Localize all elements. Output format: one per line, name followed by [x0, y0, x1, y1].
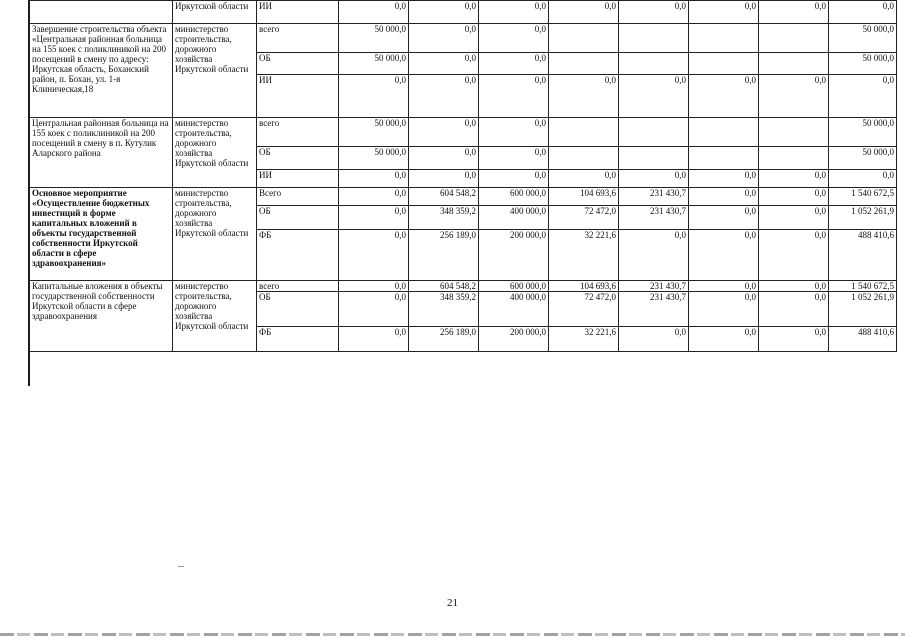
value-cell: 0,0: [689, 75, 759, 118]
value-cell: 231 430,7: [619, 188, 689, 206]
value-cell: 50 000,0: [829, 118, 897, 147]
activity-name-cell: Завершение строительства объекта «Центральная районная больница на 155 коек с поликлиникой на 200 посещений в смену по адресу: Иркутская область, Боханский район, п. Бохан, ул. 1-я Клиническая,18: [30, 24, 173, 118]
funding-source-cell: ОБ: [257, 206, 339, 230]
value-cell: 0,0: [759, 75, 829, 118]
value-cell: 0,0: [689, 170, 759, 188]
value-cell: 32 221,6: [549, 230, 619, 281]
value-cell: 400 000,0: [479, 292, 549, 327]
value-cell: 1 052 261,9: [829, 206, 897, 230]
value-cell: 0,0: [549, 1, 619, 24]
value-cell: 488 410,6: [829, 230, 897, 281]
value-cell: 600 000,0: [479, 281, 549, 292]
scan-speck: [178, 566, 184, 567]
funding-source-cell: Всего: [257, 188, 339, 206]
value-cell: 0,0: [339, 281, 409, 292]
value-cell: 0,0: [479, 75, 549, 118]
value-cell: 0,0: [479, 118, 549, 147]
value-cell: 200 000,0: [479, 230, 549, 281]
value-cell: 0,0: [409, 170, 479, 188]
value-cell: 0,0: [689, 281, 759, 292]
value-cell: 256 189,0: [409, 230, 479, 281]
value-cell: [759, 118, 829, 147]
value-cell: 0,0: [549, 170, 619, 188]
table-row: [30, 24, 897, 53]
value-cell: 50 000,0: [339, 118, 409, 147]
value-cell: 50 000,0: [339, 53, 409, 75]
table-row: [30, 1, 897, 24]
funding-source-cell: всего: [257, 118, 339, 147]
value-cell: 348 359,2: [409, 206, 479, 230]
table-row: [30, 281, 897, 292]
value-cell: 0,0: [829, 170, 897, 188]
value-cell: 0,0: [479, 1, 549, 24]
scan-edge-strip: [0, 633, 905, 636]
funding-source-cell: ОБ: [257, 53, 339, 75]
value-cell: 0,0: [689, 230, 759, 281]
value-cell: 0,0: [619, 75, 689, 118]
value-cell: 32 221,6: [549, 327, 619, 352]
value-cell: 231 430,7: [619, 281, 689, 292]
funding-source-cell: ИИ: [257, 170, 339, 188]
value-cell: 0,0: [759, 188, 829, 206]
value-cell: 0,0: [689, 292, 759, 327]
activity-name-cell: [30, 1, 173, 24]
executor-cell: Иркутской области: [173, 1, 257, 24]
value-cell: 0,0: [619, 230, 689, 281]
funding-source-cell: ИИ: [257, 75, 339, 118]
value-cell: 0,0: [689, 1, 759, 24]
value-cell: 0,0: [339, 1, 409, 24]
budget-table: [29, 0, 897, 352]
value-cell: 256 189,0: [409, 327, 479, 352]
value-cell: 0,0: [479, 53, 549, 75]
value-cell: 0,0: [619, 1, 689, 24]
value-cell: 0,0: [479, 147, 549, 170]
value-cell: 0,0: [479, 170, 549, 188]
value-cell: 0,0: [339, 75, 409, 118]
value-cell: 604 548,2: [409, 281, 479, 292]
value-cell: [619, 24, 689, 53]
value-cell: 0,0: [339, 327, 409, 352]
value-cell: 0,0: [339, 292, 409, 327]
value-cell: [689, 24, 759, 53]
value-cell: 0,0: [409, 75, 479, 118]
value-cell: 0,0: [409, 1, 479, 24]
funding-source-cell: ОБ: [257, 292, 339, 327]
value-cell: 72 472,0: [549, 206, 619, 230]
value-cell: [759, 147, 829, 170]
value-cell: 1 540 672,5: [829, 188, 897, 206]
value-cell: 0,0: [759, 292, 829, 327]
table-row: [30, 118, 897, 147]
value-cell: [619, 53, 689, 75]
funding-source-cell: ФБ: [257, 230, 339, 281]
value-cell: 0,0: [339, 230, 409, 281]
value-cell: 348 359,2: [409, 292, 479, 327]
funding-source-cell: всего: [257, 24, 339, 53]
value-cell: 0,0: [759, 230, 829, 281]
value-cell: 0,0: [409, 118, 479, 147]
value-cell: 0,0: [339, 170, 409, 188]
value-cell: 0,0: [759, 281, 829, 292]
table-row: [30, 188, 897, 206]
value-cell: 0,0: [549, 75, 619, 118]
value-cell: [549, 147, 619, 170]
value-cell: 0,0: [759, 327, 829, 352]
value-cell: [689, 118, 759, 147]
value-cell: 0,0: [829, 75, 897, 118]
value-cell: [619, 147, 689, 170]
value-cell: 104 693,6: [549, 188, 619, 206]
executor-cell: министерство строительства, дорожного хозяйства Иркутской области: [173, 188, 257, 281]
value-cell: 488 410,6: [829, 327, 897, 352]
page-number: 21: [447, 597, 458, 609]
value-cell: 231 430,7: [619, 292, 689, 327]
value-cell: 200 000,0: [479, 327, 549, 352]
value-cell: 400 000,0: [479, 206, 549, 230]
value-cell: 0,0: [759, 206, 829, 230]
value-cell: 0,0: [409, 24, 479, 53]
value-cell: 50 000,0: [339, 24, 409, 53]
value-cell: [549, 53, 619, 75]
value-cell: 0,0: [689, 188, 759, 206]
value-cell: 1 052 261,9: [829, 292, 897, 327]
funding-source-cell: ОБ: [257, 147, 339, 170]
value-cell: [619, 118, 689, 147]
value-cell: 1 540 672,5: [829, 281, 897, 292]
value-cell: 50 000,0: [829, 147, 897, 170]
value-cell: 72 472,0: [549, 292, 619, 327]
value-cell: 50 000,0: [829, 53, 897, 75]
value-cell: 604 548,2: [409, 188, 479, 206]
value-cell: 50 000,0: [829, 24, 897, 53]
activity-name-cell: Основное мероприятие «Осуществление бюджетных инвестиций в форме капитальных вложений в объекты государственной собственности Иркутской области в сфере здравоохранения»: [30, 188, 173, 281]
value-cell: 231 430,7: [619, 206, 689, 230]
value-cell: [689, 53, 759, 75]
value-cell: 0,0: [829, 1, 897, 24]
value-cell: 0,0: [689, 206, 759, 230]
funding-source-cell: ФБ: [257, 327, 339, 352]
value-cell: 0,0: [339, 206, 409, 230]
value-cell: [689, 147, 759, 170]
funding-source-cell: ИИ: [257, 1, 339, 24]
value-cell: 0,0: [689, 327, 759, 352]
executor-cell: министерство строительства, дорожного хозяйства Иркутской области: [173, 24, 257, 118]
value-cell: [759, 53, 829, 75]
value-cell: 0,0: [619, 327, 689, 352]
executor-cell: министерство строительства, дорожного хозяйства Иркутской области: [173, 118, 257, 188]
value-cell: 104 693,6: [549, 281, 619, 292]
activity-name-cell: Капитальные вложения в объекты государственной собственности Иркутской области в сфере здравоохранения: [30, 281, 173, 352]
value-cell: [549, 118, 619, 147]
value-cell: [759, 24, 829, 53]
value-cell: 0,0: [759, 1, 829, 24]
value-cell: 0,0: [409, 147, 479, 170]
value-cell: 0,0: [409, 53, 479, 75]
funding-source-cell: всего: [257, 281, 339, 292]
value-cell: [549, 24, 619, 53]
value-cell: 0,0: [759, 170, 829, 188]
value-cell: 0,0: [339, 188, 409, 206]
executor-cell: министерство строительства, дорожного хозяйства Иркутской области: [173, 281, 257, 352]
value-cell: 0,0: [479, 24, 549, 53]
activity-name-cell: Центральная районная больница на 155 коек с поликлиникой на 200 посещений в смену в п. Кутулик Аларского района: [30, 118, 173, 188]
value-cell: 600 000,0: [479, 188, 549, 206]
value-cell: 50 000,0: [339, 147, 409, 170]
value-cell: 0,0: [619, 170, 689, 188]
